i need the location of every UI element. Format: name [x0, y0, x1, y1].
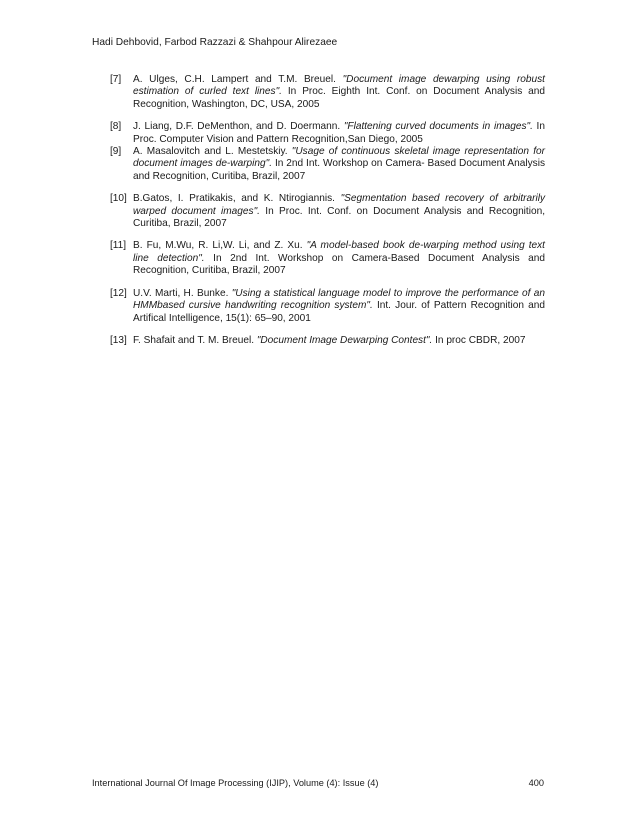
reference-9 — [110, 146, 545, 183]
reference-number: [9] — [110, 146, 122, 158]
page-number: 400 — [528, 778, 544, 788]
reference-number: [8] — [110, 121, 122, 133]
reference-authors: B.Gatos, I. Pratikakis, and K. Ntirogiannis. — [133, 193, 341, 205]
reference-title: "A model-based book de-warping method using text line detection". — [133, 240, 545, 264]
reference-authors: A. Ulges, C.H. Lampert and T.M. Breuel. — [133, 74, 343, 85]
reference-13 — [110, 335, 545, 347]
reference-title: "Flattening curved documents in images". — [343, 121, 533, 133]
reference-number: [7] — [110, 74, 122, 85]
reference-number: [13] — [110, 334, 127, 346]
page-footer — [92, 778, 544, 788]
reference-authors: F. Shafait and T. M. Breuel. — [133, 334, 257, 346]
reference-title: "Segmentation based recovery of arbitrarily warped document images". — [133, 193, 545, 217]
reference-10 — [110, 193, 545, 230]
reference-title: "Document Image Dewarping Contest". — [256, 334, 433, 346]
reference-12 — [110, 288, 545, 325]
reference-authors: J. Liang, D.F. DeMenthon, and D. Doermann. — [133, 121, 344, 133]
reference-list — [110, 74, 545, 347]
reference-number: [11] — [110, 240, 127, 252]
reference-number: [12] — [110, 287, 127, 299]
journal-citation: International Journal Of Image Processing (IJIP), Volume (4): Issue (4) — [92, 778, 379, 788]
reference-venue: Int. Jour. of Pattern Recognition and Artifical Intelligence, 15(1): 65–90, 2001 — [133, 300, 545, 324]
reference-venue: In Proc. Computer Vision and Pattern Recognition,San Diego, 2005 — [133, 121, 545, 145]
reference-number: [10] — [110, 193, 127, 205]
reference-8 — [110, 121, 545, 146]
reference-venue: In 2nd Int. Workshop on Camera- Based Document Analysis and Recognition, Curitiba, Brazil, 2007 — [133, 158, 545, 182]
running-header: Hadi Dehbovid, Farbod Razzazi & Shahpour Alirezaee — [92, 37, 338, 48]
reference-authors: A. Masalovitch and L. Mestetskiy. — [133, 146, 292, 158]
reference-venue: In Proc. Eighth Int. Conf. on Document Analysis and Recognition, Washington, DC, USA, 2005 — [133, 86, 545, 110]
reference-venue: In 2nd Int. Workshop on Camera-Based Document Analysis and Recognition, Curitiba, Brazil, 2007 — [133, 252, 545, 277]
reference-authors: B. Fu, M.Wu, R. Li,W. Li, and Z. Xu. — [133, 240, 307, 252]
reference-venue: In Proc. Int. Conf. on Document Analysis and Recognition, Curitiba, Brazil, 2007 — [133, 205, 545, 230]
reference-11 — [110, 240, 545, 277]
reference-authors: U.V. Marti, H. Bunke. — [133, 287, 232, 299]
reference-title: "Usage of continuous skeletal image representation for document images de-warping". — [133, 146, 545, 170]
reference-7 — [110, 74, 545, 111]
reference-title: "Using a statistical language model to improve the performance of an HMMbased cursive handwriting recognition system". — [133, 287, 545, 312]
reference-title: "Document image dewarping using robust estimation of curled text lines". — [133, 74, 545, 98]
reference-venue: In proc CBDR, 2007 — [432, 334, 526, 346]
